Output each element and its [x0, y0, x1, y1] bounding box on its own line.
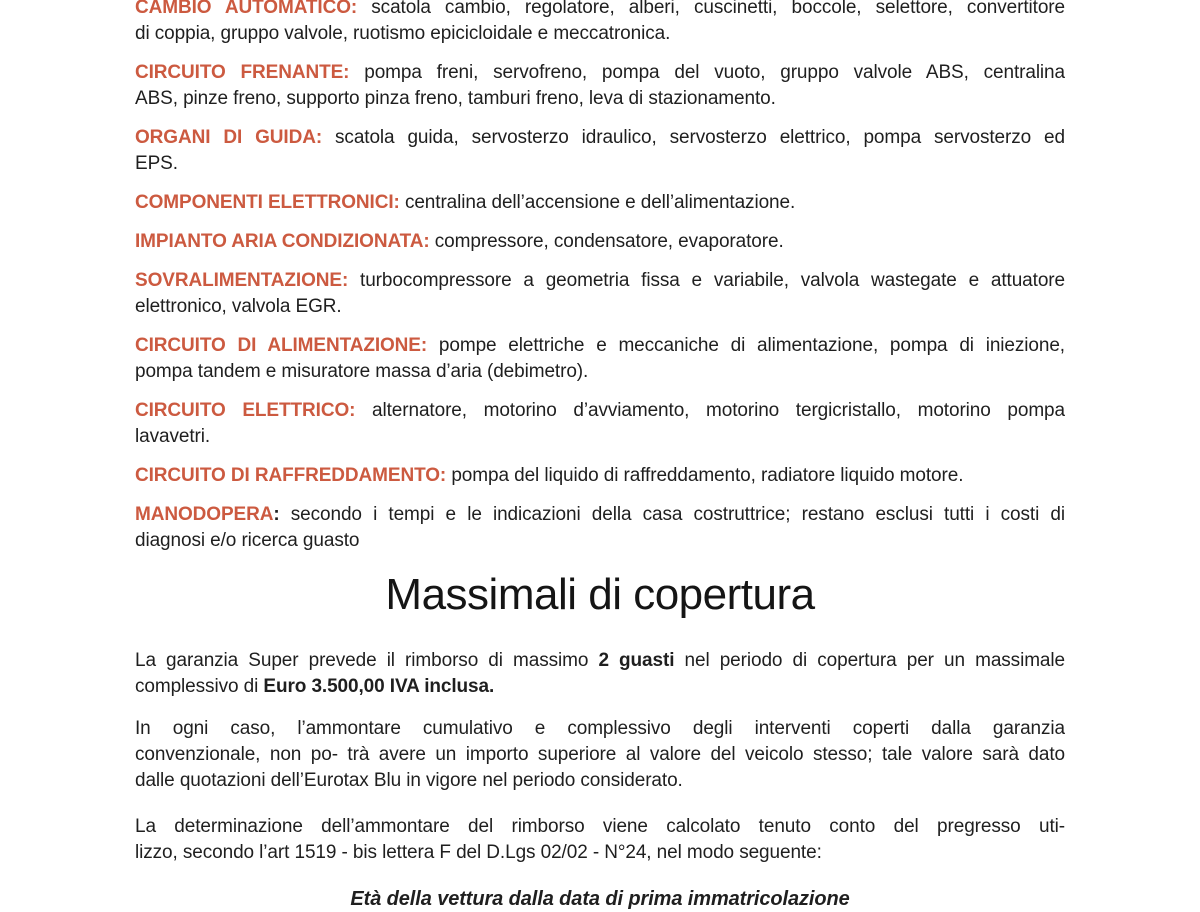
bold-text-euro-amount: Euro 3.500,00 IVA inclusa. — [263, 676, 495, 697]
text-line — [135, 463, 1065, 489]
massimali-paragraph-3 — [135, 814, 1065, 866]
text-line — [135, 398, 1065, 424]
paragraph-text: La determinazione dell’ammontare del rimborso viene calcolato tenuto conto del pregresso uti- — [135, 816, 1065, 837]
text-line — [135, 229, 1065, 255]
coverage-section-impianto-aria-condizionata — [135, 229, 1065, 255]
paragraph-text: convenzionale, non po- trà avere un importo superiore al valore del veicolo stesso; tale valore sarà dato — [135, 744, 1065, 765]
coverage-section-componenti-elettronici — [135, 190, 1065, 216]
text-line — [135, 814, 1065, 840]
paragraph-text: dalle quotazioni dell’Eurotax Blu in vigore nel periodo considerato. — [135, 770, 683, 791]
text-line — [135, 528, 1065, 554]
section-label: CAMBIO AUTOMATICO: — [135, 0, 358, 18]
text-line — [135, 294, 1065, 320]
section-text: elettronico, valvola EGR. — [135, 296, 342, 317]
text-line — [135, 840, 1065, 866]
massimali-paragraph-1 — [135, 648, 1065, 700]
section-text: EPS. — [135, 153, 178, 174]
section-text: pompa freni, servofreno, pompa del vuoto, gruppo valvole ABS, centralina — [364, 62, 1065, 83]
section-text: secondo i tempi e le indicazioni della casa costruttrice; restano esclusi tutti i costi di — [290, 504, 1065, 525]
text-line — [135, 86, 1065, 112]
paragraph-text: In ogni caso, l’ammontare cumulativo e complessivo degli interventi coperti dalla garanzia — [135, 718, 1065, 739]
section-text: compressore, condensatore, evaporatore. — [434, 231, 784, 252]
section-text: pompe elettriche e meccaniche di alimentazione, pompa di iniezione, — [438, 335, 1065, 356]
coverage-section-manodopera — [135, 502, 1065, 554]
bold-text-guasti: 2 guasti — [598, 650, 675, 671]
section-text: scatola cambio, regolatore, alberi, cuscinetti, boccole, selettore, convertitore — [371, 0, 1065, 18]
text-line — [135, 268, 1065, 294]
section-label: CIRCUITO FRENANTE: — [135, 62, 350, 83]
massimali-paragraph-2 — [135, 716, 1065, 794]
section-text: alternatore, motorino d’avviamento, motorino tergicristallo, motorino pompa — [372, 400, 1065, 421]
section-text: scatola guida, servosterzo idraulico, servosterzo elettrico, pompa servosterzo ed — [335, 127, 1065, 148]
text-line — [135, 424, 1065, 450]
section-label: CIRCUITO ELETTRICO: — [135, 400, 356, 421]
text-line — [135, 125, 1065, 151]
text-line — [135, 768, 1065, 794]
coverage-section-cambio-automatico — [135, 0, 1065, 47]
section-text: pompa tandem e misuratore massa d’aria (debimetro). — [135, 361, 589, 382]
text-line — [135, 742, 1065, 768]
section-label: IMPIANTO ARIA CONDIZIONATA: — [135, 231, 430, 252]
coverage-section-organi-di-guida — [135, 125, 1065, 177]
section-text: centralina dell’accensione e dell’alimentazione. — [404, 192, 796, 213]
text-line — [135, 716, 1065, 742]
coverage-section-circuito-di-raffreddamento — [135, 463, 1065, 489]
section-text: ABS, pinze freno, supporto pinza freno, tamburi freno, leva di stazionamento. — [135, 88, 776, 109]
text-line — [135, 21, 1065, 47]
text-line — [135, 648, 1065, 674]
section-label: CIRCUITO DI ALIMENTAZIONE: — [135, 335, 428, 356]
text-line — [135, 151, 1065, 177]
text-line — [135, 190, 1065, 216]
coverage-section-circuito-di-alimentazione — [135, 333, 1065, 385]
section-label: ORGANI DI GUIDA: — [135, 127, 323, 148]
paragraph-text: complessivo di — [135, 676, 264, 697]
section-text: di coppia, gruppo valvole, ruotismo epicicloidale e meccatronica. — [135, 23, 671, 44]
massimali-title: Massimali di copertura — [385, 570, 815, 619]
paragraph-text: nel periodo di copertura per un massimale — [674, 650, 1065, 671]
coverage-section-circuito-elettrico — [135, 398, 1065, 450]
text-line — [135, 333, 1065, 359]
coverage-section-sovralimentazione — [135, 268, 1065, 320]
section-text: diagnosi e/o ricerca guasto — [135, 530, 360, 551]
text-line — [135, 674, 1065, 700]
section-text: pompa del liquido di raffreddamento, radiatore liquido motore. — [451, 465, 964, 486]
section-label: COMPONENTI ELETTRONICI: — [135, 192, 400, 213]
paragraph-text: La garanzia Super prevede il rimborso di massimo — [135, 650, 599, 671]
section-text: lavavetri. — [135, 426, 211, 447]
document-content — [135, 0, 1065, 912]
section-label: SOVRALIMENTAZIONE: — [135, 270, 349, 291]
text-line — [135, 0, 1065, 21]
paragraph-text: lizzo, secondo l’art 1519 - bis lettera F del D.Lgs 02/02 - N°24, nel modo seguente: — [135, 842, 822, 863]
text-line — [135, 359, 1065, 385]
section-label-colon: : — [273, 504, 280, 525]
vehicle-age-heading: Età della vettura dalla data di prima immatricolazione — [350, 888, 850, 910]
text-line — [135, 60, 1065, 86]
section-label: MANODOPERA — [135, 504, 274, 525]
section-label: CIRCUITO DI RAFFREDDAMENTO: — [135, 465, 447, 486]
text-line — [135, 502, 1065, 528]
coverage-section-circuito-frenante — [135, 60, 1065, 112]
section-text: turbocompressore a geometria fissa e variabile, valvola wastegate e attuatore — [360, 270, 1065, 291]
